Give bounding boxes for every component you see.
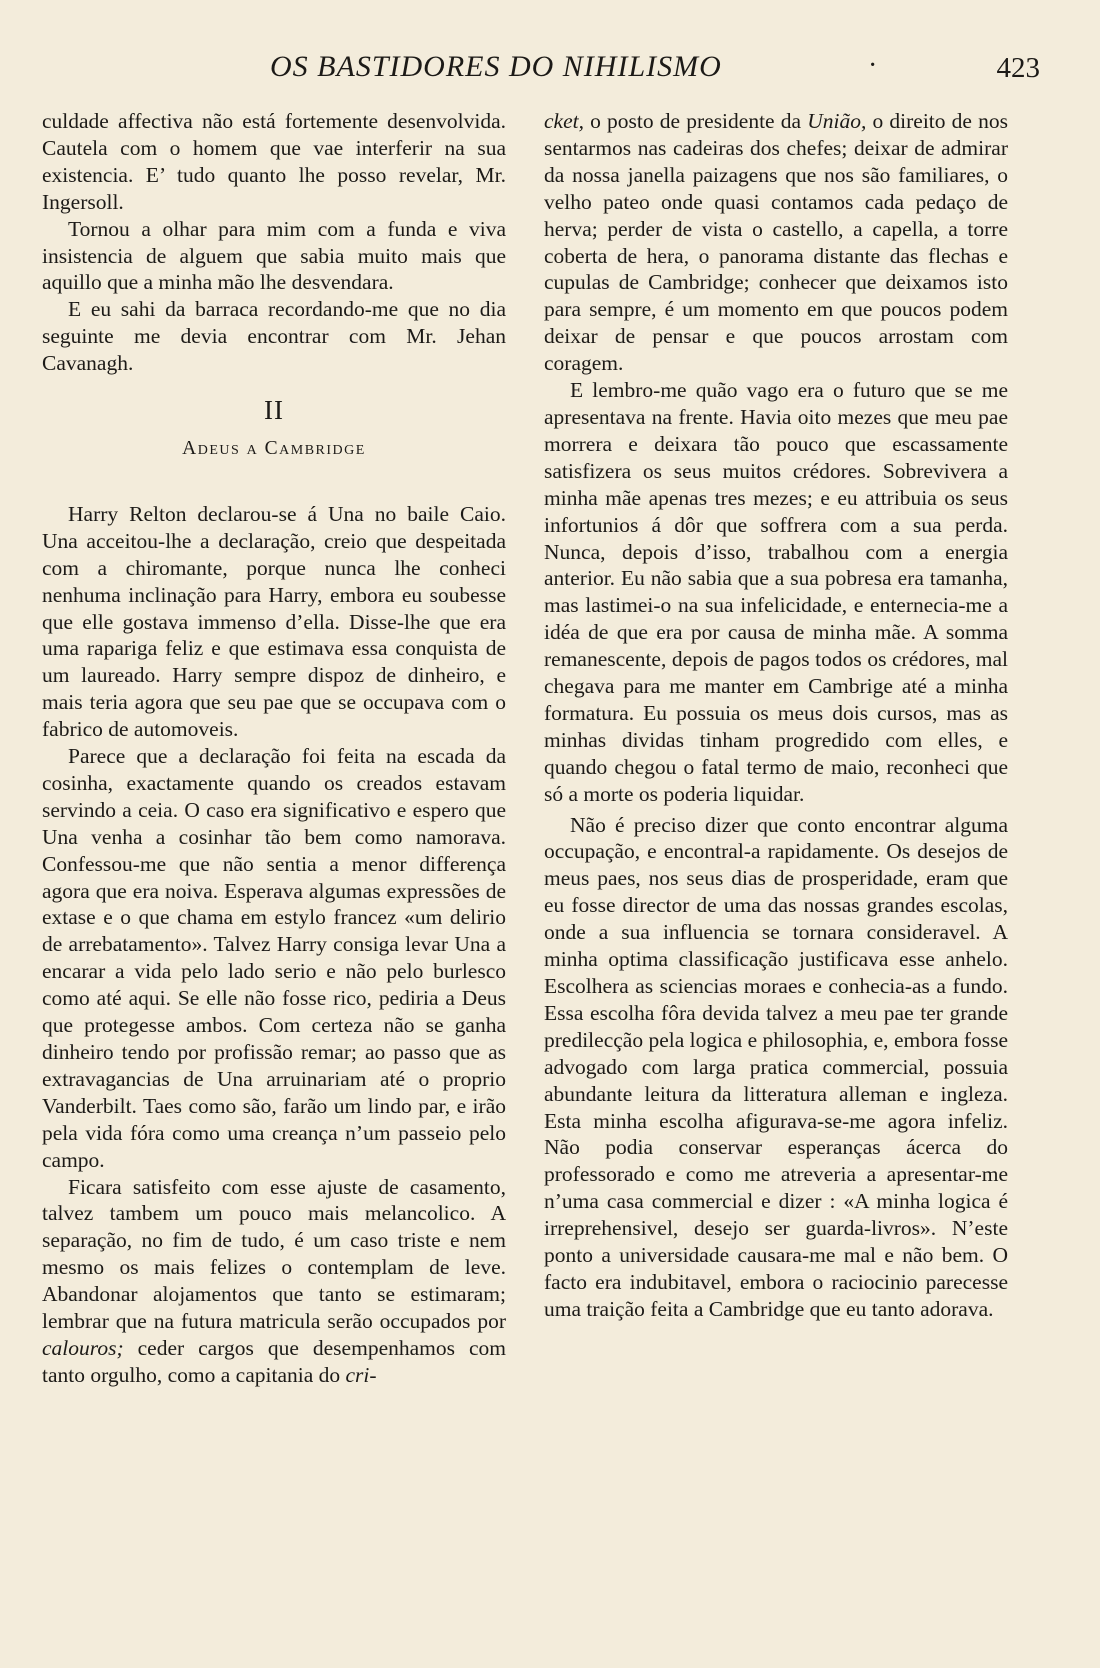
italic-word: União,	[807, 109, 867, 133]
section-title: Adeus a Cambridge	[182, 437, 366, 459]
left-column	[42, 108, 506, 1389]
running-title: OS BASTIDORES DO NIHILISMO	[270, 50, 722, 83]
italic-word: cket,	[544, 109, 584, 133]
right-column	[544, 108, 1008, 1323]
paragraph: Tornou a olhar para mim com a funda e viva insistencia de alguem que sabia muito mais que aquillo que a minha mão lhe desvendara.	[42, 216, 506, 295]
paragraph	[42, 1174, 506, 1389]
paragraph: Não é preciso dizer que conto encontrar alguma occupação, e encontral-a rapidamente. Os desejos de meus paes, nos seus dias de prosperidade, eram que eu fosse director de uma das nossas grandes escolas, onde a sua influencia se tornara consideravel. A minha optima classificação justificava esse anhelo. Escolhera as sciencias moraes e conhecia-as a fundo. Essa escolha fôra devida talvez a meu pae ter grande predilecção pela logica e philosophia, e, embora fosse advogado com larga pratica commercial, possuia abundante leitura da litteratura alleman e ingleza. Esta minha escolha afigurava-se-me agora infeliz. Não podia conservar esperanças ácerca do professorado e como me atreveria a apresentar-me n’uma casa commercial e dizer : «A minha logica é irreprehensivel, desejo ser guarda-livros». N’este ponto a universidade causara-me mal e não bem. O facto era indubitavel, embora o raciocinio parecesse uma traição feita a Cambridge que eu tanto adorava.	[544, 812, 1008, 1321]
paragraph-text: o direito de nos sentarmos nas cadeiras dos chefes; deixar de admirar da nossa janella paizagens que nos são familiares, o velho pateo onde quasi contamos cada pedaço de herva; perder de vista o castello, a capella, a torre coberta de hera, o panorama distante das flechas e cupulas de Cambridge; conhecer que deixamos isto para sempre, é um momento em que poucos podem deixar de pensar e que poucos arrostam com coragem.	[544, 109, 1008, 376]
header-separator: ·	[868, 50, 878, 81]
page-number: 423	[996, 52, 1040, 84]
running-head	[270, 50, 1040, 90]
paragraph: Harry Relton declarou-se á Una no baile Caio. Una acceitou-lhe a declaração, creio que despeitada com a chiromante, porque nunca lhe conheci nenhuma inclinação para Harry, embora eu soubesse que elle gostava immenso d’ella. Disse-lhe que era uma rapariga feliz e que estimava essa conquista de um laureado. Harry sempre dispoz de dinheiro, e mais teria agora que seu pae que se occupava com o fabrico de automoveis.	[42, 501, 506, 742]
section-number: II	[264, 395, 284, 426]
paragraph	[544, 108, 1008, 377]
italic-word: calouros;	[42, 1335, 124, 1360]
paragraph: Parece que a declaração foi feita na escada da cosinha, exactamente quando os creados estavam servindo a ceia. O caso era significativo e espero que Una venha a cosinhar tão bem como namorava. Confessou-me que não sentia a menor differença agora que era noiva. Esperava algumas expressões de extase e o que chama em estylo francez «um delirio de arrebatamento». Talvez Harry consiga levar Una a encarar a vida pelo lado serio e não pelo burlesco como até aqui. Se elle não fosse rico, pediria a Deus que protegesse ambos. Com certeza não se ganha dinheiro tendo por profissão remar; ao passo que as extravagancias de Una arruinariam até o proprio Vanderbilt. Taes como são, farão um lindo par, e irão pela vida fóra como uma creança n’um passeio pelo campo.	[42, 744, 506, 1172]
paragraph-text: ceder cargos que desempenhamos com tanto orgulho, como a capitania do	[42, 1335, 506, 1387]
paragraph: E lembro-me quão vago era o futuro que se me apresentava na frente. Havia oito mezes que meu pae morrera e deixara tão pouco que escassamente satisfizera os seus muitos crédores. Sobrevivera a minha mãe apenas tres mezes; e eu attribuia os seus infortunios á dôr que soffrera com a sua perda. Nunca, depois d’isso, trabalhou com a energia anterior. Eu não sabia que a sua pobresa era tamanha, mas lastimei-o na sua infelicidade, e enternecia-me a idéa de que era por causa de minha mãe. A somma remanescente, depois de pagos todos os crédores, mal chegava para me manter em Cambrige até a minha formatura. Eu possuia os meus dois cursos, mas as minhas dividas tinham progredido com elles, e quando chegou o fatal termo de maio, reconheci que só a morte os poderia liquidar.	[544, 378, 1008, 806]
paragraph: E eu sahi da barraca recordando-me que no dia seguinte me devia encontrar com Mr. Jehan Cavanagh.	[42, 297, 506, 376]
italic-word: cri-	[345, 1362, 377, 1387]
paragraph-text: o posto de presidente da	[583, 109, 808, 133]
paragraph-text: Ficara satisfeito com esse ajuste de casamento, talvez tambem um pouco mais melancolico. A separação, no fim de tudo, é um caso triste e nem mesmo os mais felizes o contemplam de leve. Abandonar alojamentos que tanto se estimaram; lembrar que na futura matricula serão occupados por	[42, 1174, 506, 1334]
paragraph: culdade affectiva não está fortemente desenvolvida. Cautela com o homem que vae interferir na sua existencia. E’ tudo quanto lhe posso revelar, Mr. Ingersoll.	[42, 109, 506, 214]
